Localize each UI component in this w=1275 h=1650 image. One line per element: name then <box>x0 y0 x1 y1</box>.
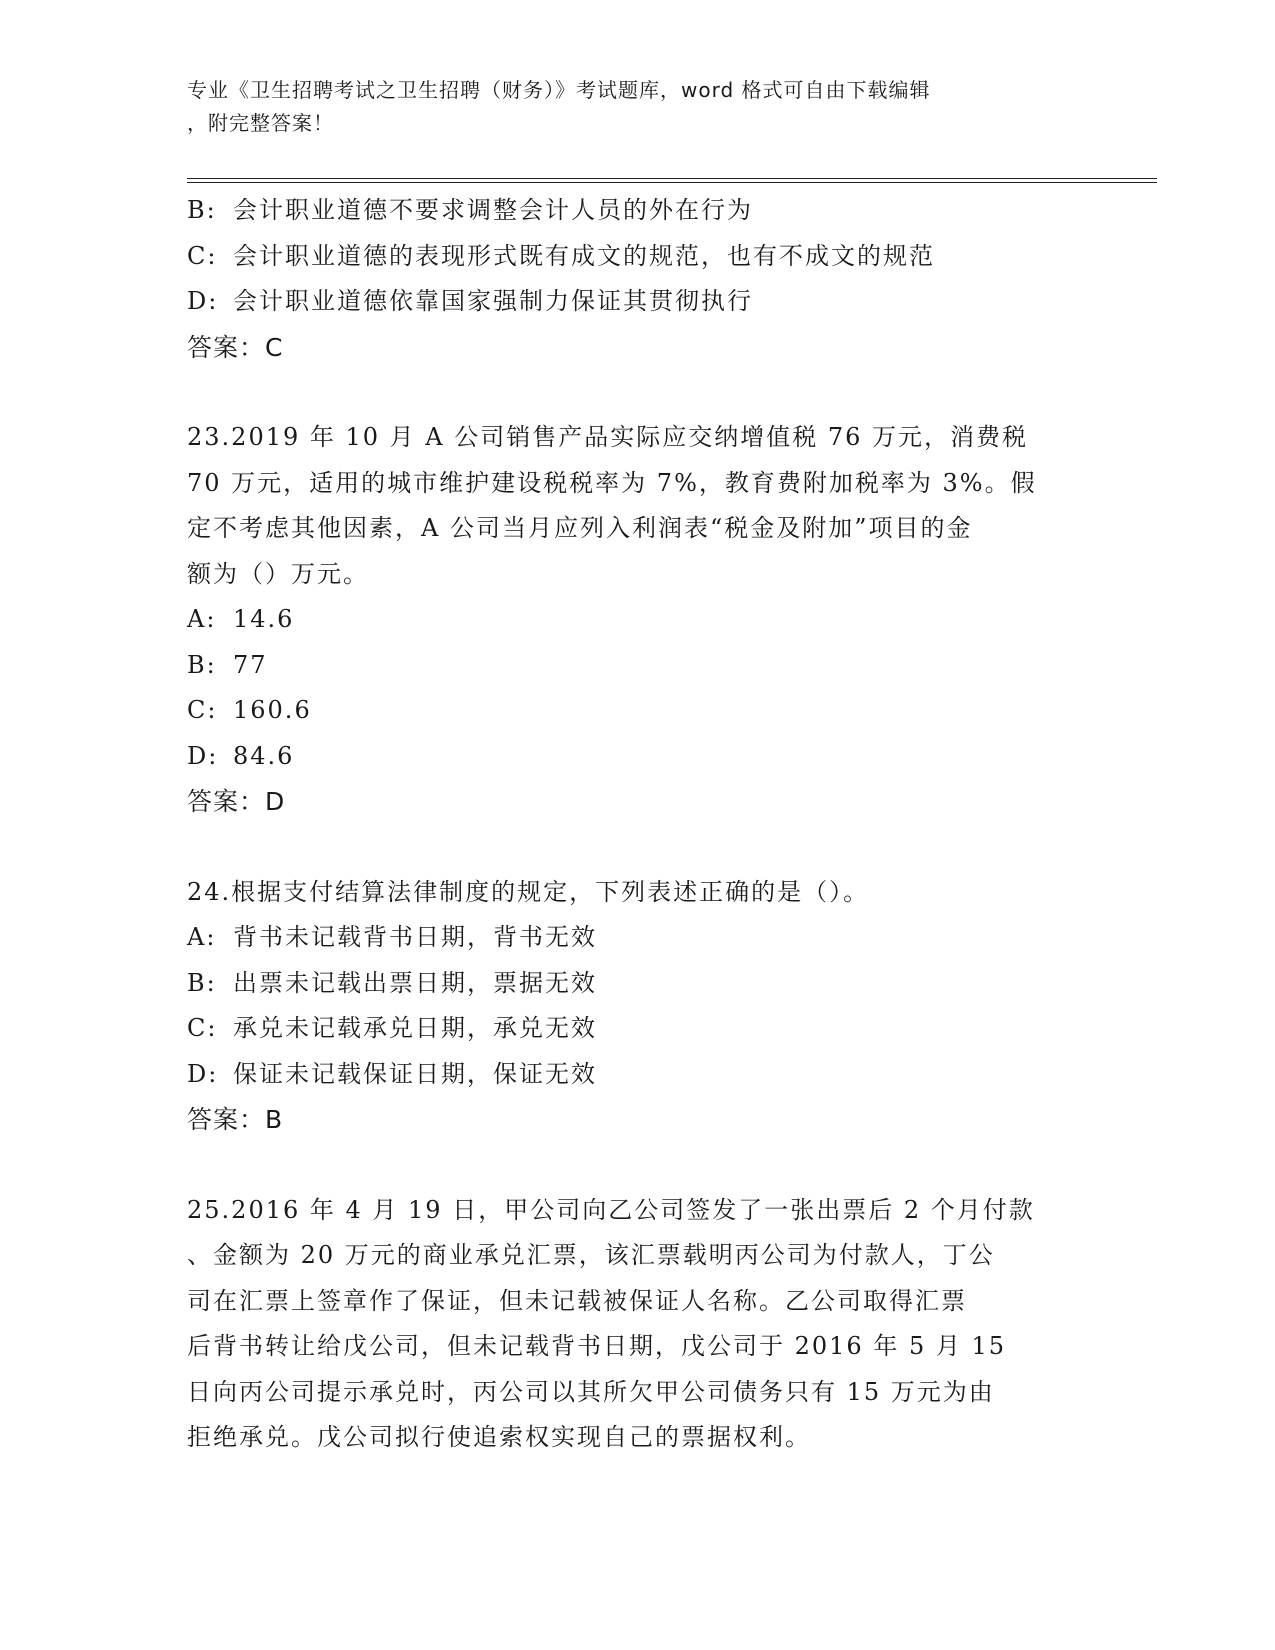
question-stem-line: 拒绝承兑。戊公司拟行使追索权实现自己的票据权利。 <box>187 1423 811 1451</box>
option-d <box>187 279 1087 325</box>
option-prefix: B: <box>187 196 217 224</box>
option-prefix: A: <box>187 605 217 633</box>
question-stem-line: 额为（）万元。 <box>187 559 369 588</box>
question-stem-line: 70 万元，适用的城市维护建设税税率为 7%，教育费附加税率为 3%。假 <box>187 468 1037 497</box>
question-stem-line: 司在汇票上签章作了保证，但未记载被保证人名称。乙公司取得汇票 <box>187 1286 967 1315</box>
option-d <box>187 1052 1087 1098</box>
question-stem-line: 定不考虑其他因素，A 公司当月应列入利润表“税金及附加”项目的金 <box>187 514 973 542</box>
option-prefix: B: <box>187 650 217 679</box>
question-23 <box>187 415 1087 825</box>
question-24 <box>187 870 1087 1143</box>
header-line-2: ，附完整答案！ <box>187 111 334 135</box>
option-prefix: B: <box>187 968 217 997</box>
option-prefix: C: <box>187 1014 218 1042</box>
option-prefix: D: <box>187 1059 219 1088</box>
option-a <box>187 915 1087 961</box>
option-text: 会计职业道德不要求调整会计人员的外在行为 <box>233 196 753 224</box>
option-text: 背书未记载背书日期，背书无效 <box>233 923 597 951</box>
option-c <box>187 234 1087 280</box>
option-c <box>187 688 1087 734</box>
option-text: 会计职业道德的表现形式既有成文的规范，也有不成文的规范 <box>233 241 935 270</box>
option-prefix: C: <box>187 696 218 724</box>
question-stem-line: 日向丙公司提示承兑时，丙公司以其所欠甲公司债务只有 15 万元为由 <box>187 1377 995 1406</box>
document-header <box>187 74 1067 140</box>
option-text: 会计职业道德依靠国家强制力保证其贯彻执行 <box>233 287 753 315</box>
option-prefix: C: <box>187 241 218 270</box>
option-b <box>187 961 1087 1007</box>
question-25 <box>187 1188 1087 1461</box>
header-line-1: 专业《卫生招聘考试之卫生招聘（财务）》考试题库，word 格式可自由下载编辑 <box>187 78 931 102</box>
option-prefix: A: <box>187 923 217 951</box>
question-stem-line: 23.2019 年 10 月 A 公司销售产品实际应交纳增值税 76 万元，消费税 <box>187 423 1029 451</box>
option-text: 14.6 <box>233 605 295 633</box>
option-a <box>187 597 1087 643</box>
question-stem-line: 、金额为 20 万元的商业承兑汇票，该汇票载明丙公司为付款人，丁公 <box>187 1241 995 1269</box>
option-prefix: D: <box>187 741 219 770</box>
question-stem-line: 24.根据支付结算法律制度的规定，下列表述正确的是（）。 <box>187 877 870 906</box>
question-stem-line: 后背书转让给戊公司，但未记载背书日期，戊公司于 2016 年 5 月 15 <box>187 1332 1007 1360</box>
answer-line: 答案：D <box>187 787 286 816</box>
option-b <box>187 188 1087 234</box>
question-stem-line: 25.2016 年 4 月 19 日，甲公司向乙公司签发了一张出票后 2 个月付款 <box>187 1195 1035 1224</box>
option-text: 出票未记载出票日期，票据无效 <box>233 968 597 997</box>
option-text: 160.6 <box>233 696 312 724</box>
option-b <box>187 643 1087 689</box>
document-body <box>187 188 1087 1461</box>
option-prefix: D: <box>187 287 219 315</box>
option-text: 84.6 <box>233 741 295 770</box>
answer-line: 答案：C <box>187 332 284 362</box>
option-text: 77 <box>233 650 268 679</box>
option-d <box>187 734 1087 780</box>
header-divider <box>187 178 1157 183</box>
question-22-continued <box>187 188 1087 370</box>
answer-line: 答案：B <box>187 1105 284 1134</box>
option-text: 承兑未记载承兑日期，承兑无效 <box>233 1014 597 1042</box>
option-c <box>187 1006 1087 1052</box>
option-text: 保证未记载保证日期，保证无效 <box>233 1059 597 1088</box>
